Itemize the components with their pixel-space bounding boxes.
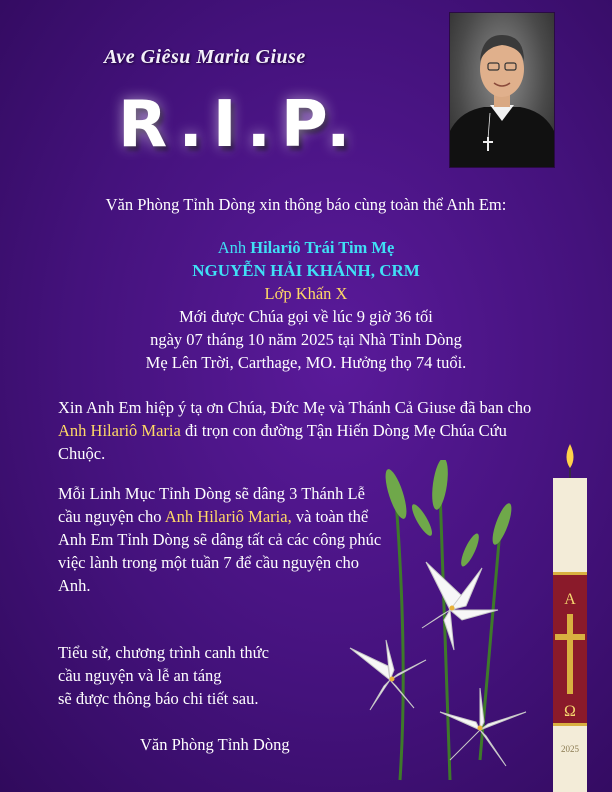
name-prefix: Anh [217, 238, 247, 257]
paschal-candle-illustration [545, 444, 595, 792]
portrait-photo [449, 12, 555, 168]
religious-name-line [60, 236, 552, 259]
announcement-line: Văn Phòng Tỉnh Dòng xin thông báo cùng toàn thể Anh Em: [105, 195, 507, 214]
profession-class: Lớp Khấn X [264, 284, 348, 303]
signature: Văn Phòng Tỉnh Dòng [140, 735, 290, 754]
followup-paragraph [58, 641, 358, 710]
followup-line-2: cầu nguyện và lễ an táng [58, 666, 222, 685]
death-line-2: ngày 07 tháng 10 năm 2025 tại Nhà Tỉnh Dòng [150, 330, 462, 349]
portrait-illustration [450, 13, 554, 167]
death-line-3: Mẹ Lên Trời, Carthage, MO. Hưởng thọ 74 tuổi. [145, 353, 467, 372]
para2-highlight-name: Anh Hilariô Maria, [164, 507, 292, 526]
followup-line-1: Tiểu sử, chương trình canh thức [58, 643, 269, 662]
candle-alpha: A [564, 591, 576, 608]
thanksgiving-paragraph [58, 396, 558, 465]
religious-name: Hilariô Trái Tim Mẹ [250, 238, 395, 257]
deceased-block [60, 236, 552, 374]
followup-line-3: sẽ được thông báo chi tiết sau. [58, 689, 259, 708]
rip-title: R.I.P. [118, 88, 361, 162]
para2-text-before: Mỗi Linh Mục Tỉnh Dòng sẽ dâng 3 Thánh Lễ cầu nguyện cho [58, 484, 365, 526]
ave-heading: Ave Giêsu Maria Giuse [104, 46, 306, 68]
lily-flowers-illustration [330, 460, 560, 792]
candle-year: 2025 [561, 744, 579, 754]
para1-text-before: Xin Anh Em hiệp ý tạ ơn Chúa, Đức Mẹ và Thánh Cả Giuse đã ban cho [58, 398, 532, 417]
candle-omega: Ω [564, 703, 576, 720]
deceased-name: NGUYỄN HẢI KHÁNH, CRM [192, 261, 420, 280]
para1-highlight-name: Anh Hilariô Maria [58, 421, 181, 440]
para2-text-after: và toàn thể Anh Em Tỉnh Dòng sẽ dâng tất cả các công phúc việc lành trong một tuần 7 để cầu nguyện cho Anh. [58, 507, 382, 595]
para1-text-after: đi trọn con đường Tận Hiến Dòng Mẹ Chúa Cứu Chuộc. [58, 421, 507, 463]
death-line-1: Mới được Chúa gọi về lúc 9 giờ 36 tối [179, 307, 433, 326]
